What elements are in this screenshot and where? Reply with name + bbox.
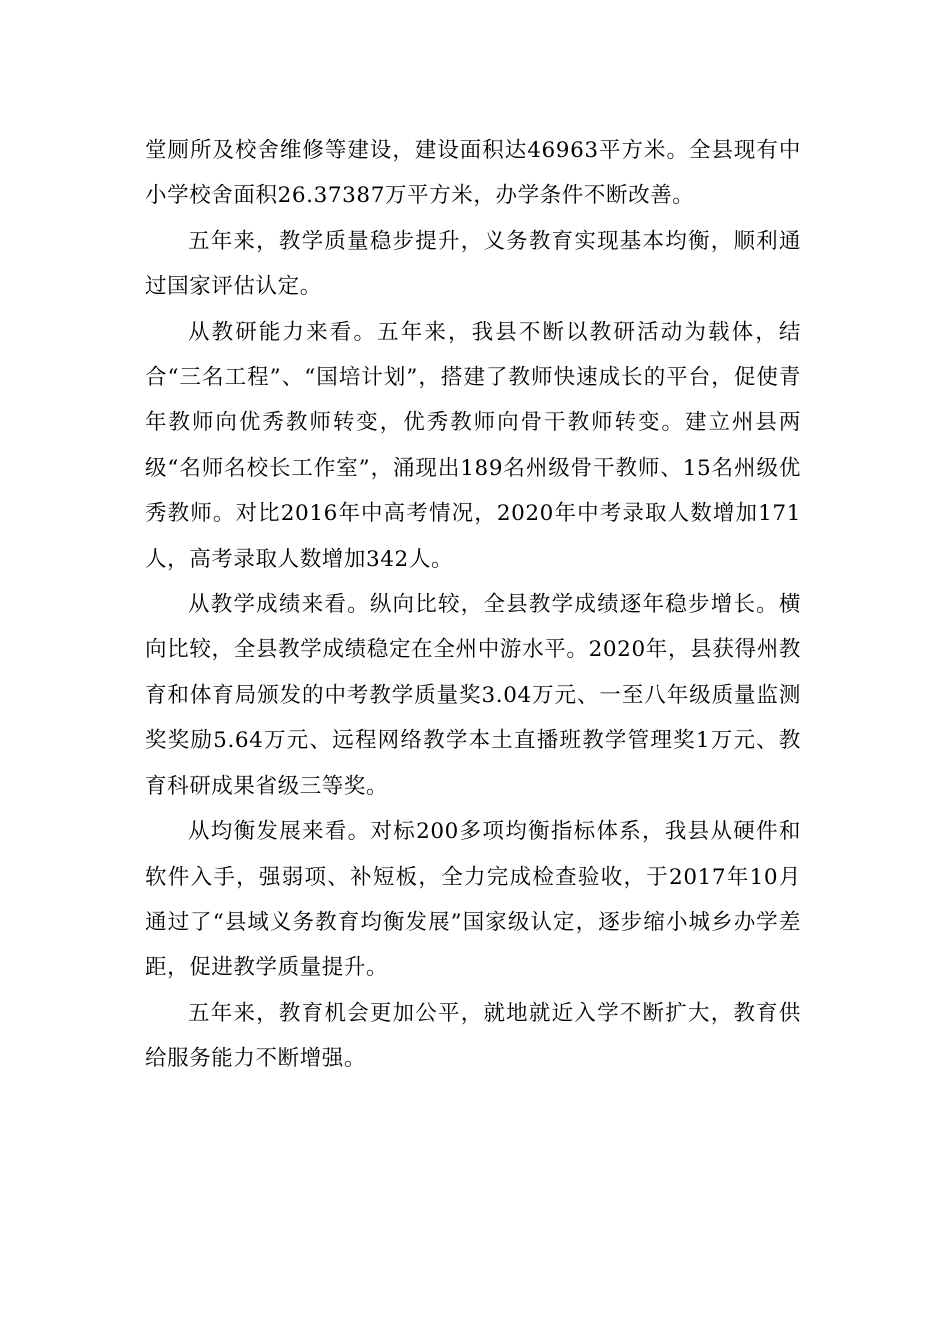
paragraph: 五年来，教学质量稳步提升，义务教育实现基本均衡，顺利通过国家评估认定。 bbox=[145, 228, 801, 300]
body-text bbox=[145, 128, 801, 1082]
paragraph: 从均衡发展来看。对标200多项均衡指标体系，我县从硬件和软件入手，强弱项、补短板，全力完成检查验收，于2017年10月通过了“县域义务教育均衡发展”国家级认定，逐步缩小城乡办学差距，促进教学质量提升。 bbox=[145, 819, 801, 981]
paragraph: 五年来，教育机会更加公平，就地就近入学不断扩大，教育供给服务能力不断增强。 bbox=[145, 1000, 801, 1072]
paragraph: 从教学成绩来看。纵向比较，全县教学成绩逐年稳步增长。横向比较，全县教学成绩稳定在全州中游水平。2020年，县获得州教育和体育局颁发的中考教学质量奖3.04万元、一至八年级质量监测奖奖励5.64万元、远程网络教学本土直播班教学管理奖1万元、教育科研成果省级三等奖。 bbox=[145, 592, 801, 799]
paragraph: 从教研能力来看。五年来，我县不断以教研活动为载体，结合“三名工程”、“国培计划”，搭建了教师快速成长的平台，促使青年教师向优秀教师转变，优秀教师向骨干教师转变。建立州县两级“名师名校长工作室”，涌现出189名州级骨干教师、15名州级优秀教师。对比2016年中高考情况，2020年中考录取人数增加171人，高考录取人数增加342人。 bbox=[145, 319, 801, 572]
paragraph-continued: 堂厕所及校舍维修等建设，建设面积达46963平方米。全县现有中小学校舍面积26.37387万平方米，办学条件不断改善。 bbox=[145, 138, 801, 209]
